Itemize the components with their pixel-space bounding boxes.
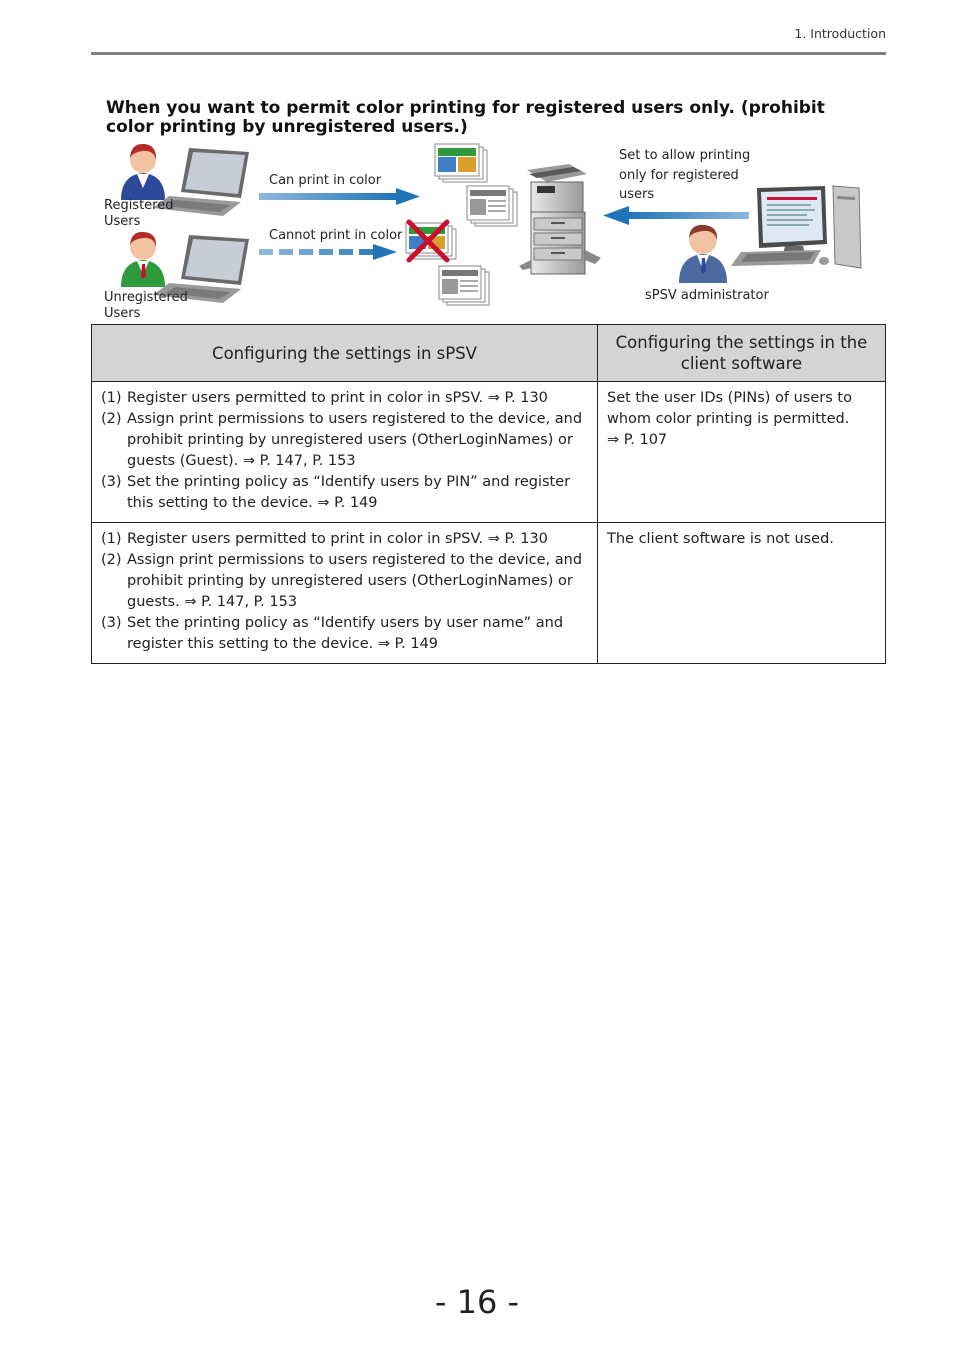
steps-list [101, 529, 589, 655]
table-row [92, 523, 886, 664]
steps-list [101, 388, 589, 514]
registered-users-label: Registered Users [104, 198, 174, 229]
section-title: When you want to permit color printing for registered users only. (prohibit color printing by unregistered users.) [106, 98, 825, 137]
administrator-icon [679, 225, 727, 283]
list-item: (1) Register users permitted to print in color in sPSV. ⇒ P. 130 [101, 531, 548, 547]
cannot-print-arrow [259, 244, 397, 260]
registered-user-icon [121, 144, 165, 200]
printer-icon [519, 164, 601, 274]
list-item: (1) Register users permitted to print in color in sPSV. ⇒ P. 130 [101, 390, 548, 406]
client-software-cell: The client software is not used. [598, 523, 886, 664]
desktop-computer-icon [731, 186, 861, 268]
list-item: (2) Assign print permissions to users registered to the device, and prohibit printing by unregistered users (OtherLoginNames) or guests (Guest). ⇒ P. 147, P. 153 [101, 411, 583, 469]
spsv-steps-cell [92, 523, 598, 664]
column-header-client: Configuring the settings in the client software [598, 325, 886, 382]
set-policy-arrow [603, 206, 749, 225]
can-print-label: Can print in color [269, 173, 382, 188]
page-number: - 16 - [434, 1283, 520, 1321]
cannot-print-label: Cannot print in color [269, 228, 403, 243]
can-print-arrow [259, 188, 420, 205]
client-software-cell: Set the user IDs (PINs) of users to whom color printing is permitted. ⇒ P. 107 [598, 382, 886, 523]
color-document-icon [435, 144, 487, 182]
table-row [92, 382, 886, 523]
administrator-label: sPSV administrator [645, 288, 769, 303]
header-section: 1. Introduction [794, 26, 886, 41]
list-item: (3) Set the printing policy as “Identify users by user name” and register this setting to the device. ⇒ P. 149 [101, 615, 564, 652]
list-item: (3) Set the printing policy as “Identify users by PIN” and register this setting to the device. ⇒ P. 149 [101, 474, 571, 511]
unregistered-user-icon [121, 232, 165, 287]
unregistered-users-label: Unregistered Users [104, 290, 188, 321]
list-item: (2) Assign print permissions to users registered to the device, and prohibit printing by unregistered users (OtherLoginNames) or guests. ⇒ P. 147, P. 153 [101, 552, 583, 610]
permission-diagram [91, 140, 886, 325]
table-header-row [92, 325, 886, 382]
header-rule [91, 52, 886, 55]
column-header-spsv: Configuring the settings in sPSV [92, 325, 598, 382]
settings-table [91, 324, 886, 664]
mono-document-icon [467, 186, 517, 226]
set-to-allow-label: Set to allow printing only for registered users [619, 148, 751, 202]
spsv-steps-cell [92, 382, 598, 523]
mono-document-icon [439, 266, 489, 305]
